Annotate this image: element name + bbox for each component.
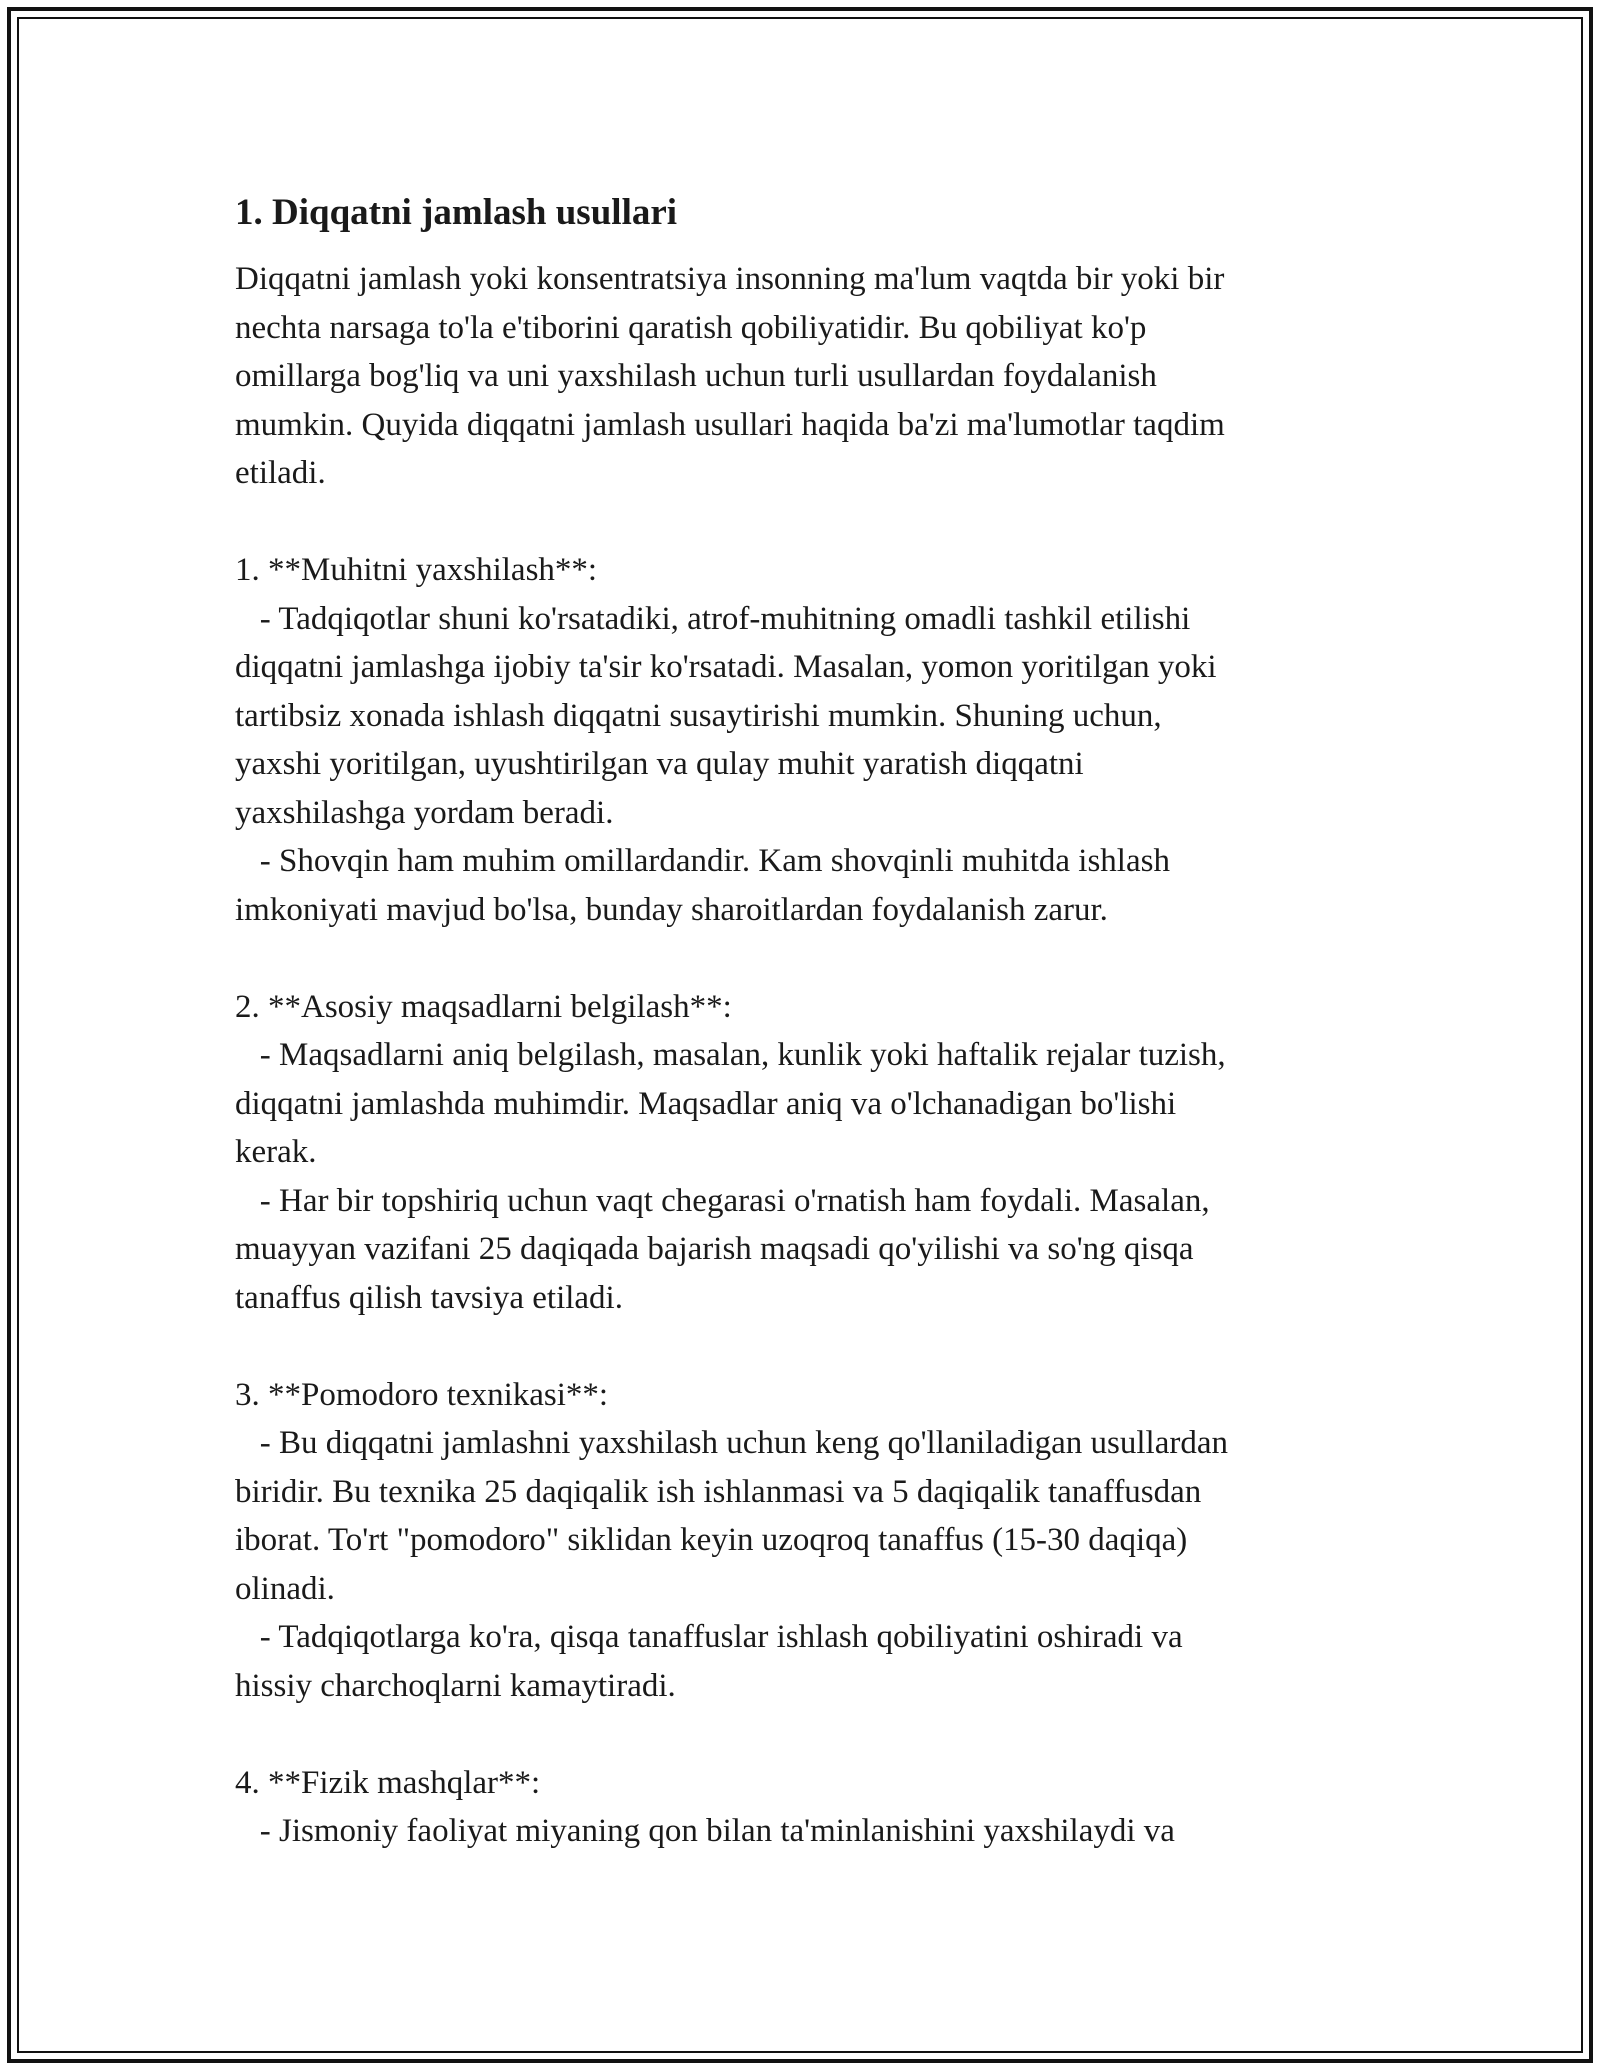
section-fizik-mashqlar	[235, 1759, 1365, 1856]
text-line: etiladi.	[235, 455, 326, 491]
text-line: Diqqatni jamlash yoki konsentratsiya insonning ma'lum vaqtda bir yoki bir	[235, 261, 1225, 297]
text-line: - Har bir topshiriq uchun vaqt chegarasi o'rnatish ham foydali. Masalan,	[235, 1182, 1210, 1219]
section-asosiy-maqsadlar	[235, 983, 1365, 1323]
blank-line	[235, 934, 1365, 983]
text-line: - Jismoniy faoliyat miyaning qon bilan ta'minlanishini yaxshilaydi va	[235, 1813, 1175, 1849]
intro-paragraph	[235, 255, 1365, 498]
text-line: yaxshi yoritilgan, uyushtirilgan va qulay muhit yaratish diqqatni	[235, 746, 1084, 782]
section-heading: 4. **Fizik mashqlar**:	[235, 1764, 541, 1801]
text-line: nechta narsaga to'la e'tiborini qaratish qobiliyatidir. Bu qobiliyat ko'p	[235, 309, 1147, 346]
text-line: diqqatni jamlashda muhimdir. Maqsadlar aniq va o'lchanadigan bo'lishi	[235, 1085, 1177, 1122]
text-line: mumkin. Quyida diqqatni jamlash usullari haqida ba'zi ma'lumotlar taqdim	[235, 406, 1225, 443]
blank-line	[235, 1322, 1365, 1371]
text-line: tartibsiz xonada ishlash diqqatni susaytirishi mumkin. Shuning uchun,	[235, 697, 1162, 734]
text-line: - Tadqiqotlarga ko'ra, qisqa tanaffuslar ishlash qobiliyatini oshiradi va	[235, 1619, 1183, 1655]
text-line: kerak.	[235, 1134, 317, 1170]
text-line: omillarga bog'liq va uni yaxshilash uchun turli usullardan foydalanish	[235, 358, 1157, 394]
text-line: muayyan vazifani 25 daqiqada bajarish maqsadi qo'yilishi va so'ng qisqa	[235, 1231, 1194, 1267]
section-pomodoro	[235, 1371, 1365, 1711]
text-line: - Maqsadlarni aniq belgilash, masalan, kunlik yoki haftalik rejalar tuzish,	[235, 1037, 1226, 1073]
section-heading: 3. **Pomodoro texnikasi**:	[235, 1376, 609, 1413]
document-title: 1. Diqqatni jamlash usullari	[235, 192, 678, 233]
text-line: hissiy charchoqlarni kamaytiradi.	[235, 1667, 676, 1704]
text-line: iborat. To'rt "pomodoro" siklidan keyin uzoqroq tanaffus (15-30 daqiqa)	[235, 1522, 1188, 1558]
text-line: biridir. Bu texnika 25 daqiqalik ish ishlanmasi va 5 daqiqalik tanaffusdan	[235, 1473, 1202, 1510]
text-line: tanaffus qilish tavsiya etiladi.	[235, 1279, 623, 1316]
section-muhitni-yaxshilash	[235, 546, 1365, 934]
text-line: - Tadqiqotlar shuni ko'rsatadiki, atrof-muhitning omadli tashkil etilishi	[235, 600, 1191, 637]
document-body	[235, 185, 1365, 1856]
text-line: - Bu diqqatni jamlashni yaxshilash uchun keng qo'llaniladigan usullardan	[235, 1425, 1229, 1461]
blank-line	[235, 498, 1365, 547]
text-line: - Shovqin ham muhim omillardandir. Kam shovqinli muhitda ishlash	[235, 843, 1170, 879]
text-line: yaxshilashga yordam beradi.	[235, 794, 614, 831]
text-line: imkoniyati mavjud bo'lsa, bunday sharoitlardan foydalanish zarur.	[235, 891, 1108, 928]
section-heading: 2. **Asosiy maqsadlarni belgilash**:	[235, 988, 732, 1025]
blank-line	[235, 1710, 1365, 1759]
text-line: olinadi.	[235, 1570, 335, 1607]
text-line: diqqatni jamlashga ijobiy ta'sir ko'rsatadi. Masalan, yomon yoritilgan yoki	[235, 649, 1217, 685]
section-heading: 1. **Muhitni yaxshilash**:	[235, 552, 598, 588]
